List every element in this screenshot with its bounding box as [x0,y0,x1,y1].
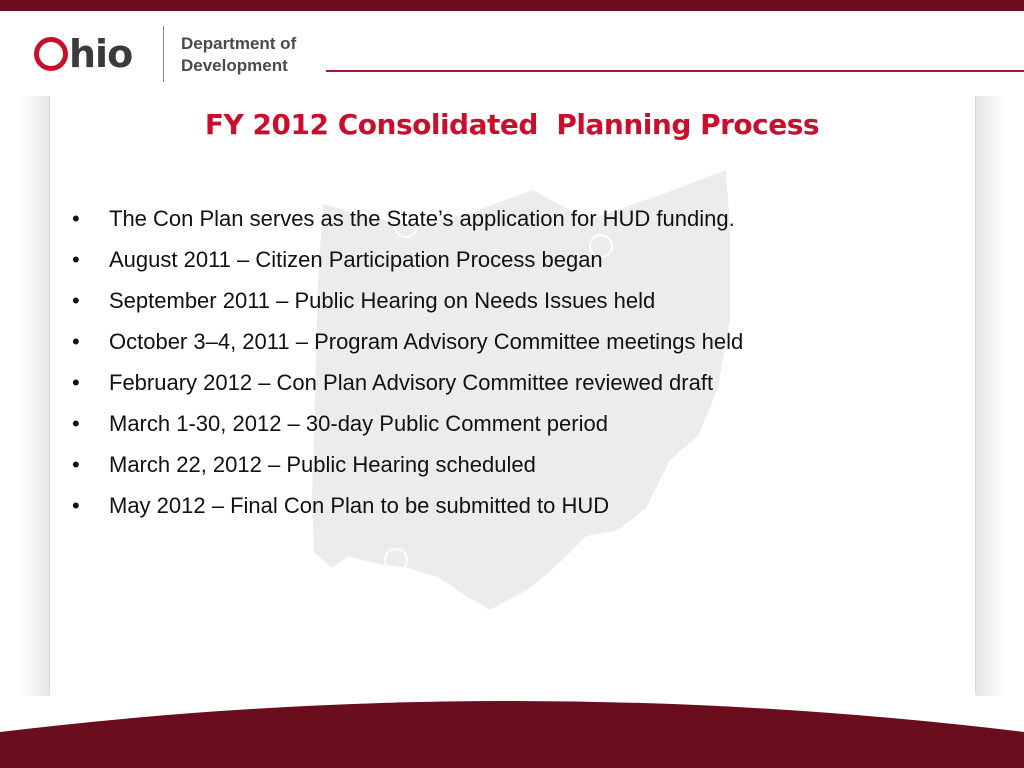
bullet-text: October 3–4, 2011 – Program Advisory Committee meetings held [109,329,744,354]
logo-divider [163,26,164,82]
bullet-text: March 22, 2012 – Public Hearing scheduled [109,452,536,477]
bottom-brand-band [0,690,1024,768]
bullet-symbol: • [72,247,80,272]
top-brand-bar [0,0,1024,11]
ohio-o-ring-icon [34,37,68,71]
department-name-line-2: Development [181,56,288,75]
department-name [181,33,296,77]
bullet-symbol: • [72,452,80,477]
bullet-text: March 1-30, 2012 – 30-day Public Comment period [109,411,608,436]
bullet-text: May 2012 – Final Con Plan to be submitted to HUD [109,493,610,518]
panel-shadow-left [20,96,50,696]
bullet-symbol: • [72,370,80,395]
bullet-text: August 2011 – Citizen Participation Process began [109,247,603,272]
bullet-text: September 2011 – Public Hearing on Needs Issues held [109,288,656,313]
bullet-symbol: • [72,288,80,313]
panel-edge-right [975,96,976,692]
bullet-symbol: • [72,411,80,436]
bullet-symbol: • [72,493,80,518]
bullet-symbol: • [72,329,80,354]
header-rule [326,70,1024,72]
panel-shadow-right [975,96,1005,696]
slide-title: FY 2012 Consolidated Planning Process [204,108,820,141]
ohio-wordmark [34,34,132,74]
panel-edge-left [49,96,50,692]
bullet-text: The Con Plan serves as the State’s application for HUD funding. [109,206,735,231]
bullet-text: February 2012 – Con Plan Advisory Committee reviewed draft [109,370,714,395]
bullet-symbol: • [72,206,80,231]
department-name-line-1: Department of [181,34,297,53]
bottom-wave-shape [0,701,1024,768]
ohio-wordmark-text: hio [69,32,133,76]
